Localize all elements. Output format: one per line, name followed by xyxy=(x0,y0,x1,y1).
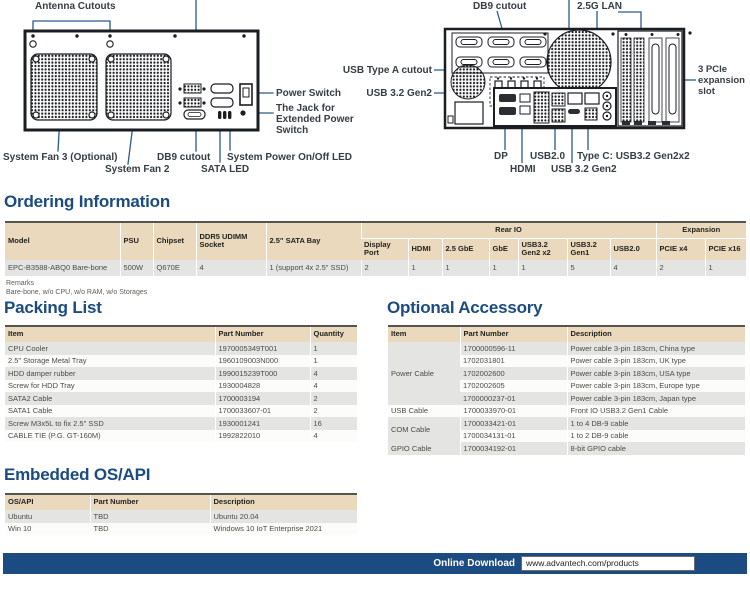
rear-io-shield xyxy=(494,88,616,126)
os-header-row xyxy=(5,494,357,510)
cell: Q670E xyxy=(153,260,196,276)
cell: 2 xyxy=(656,260,705,276)
cell: 1700003194 xyxy=(215,392,310,405)
online-download-bar xyxy=(3,553,747,574)
cell: Front IO USB3.2 Gen1 Cable xyxy=(567,405,745,418)
cell: 1930004828 xyxy=(215,380,310,393)
ordering-table xyxy=(5,221,746,276)
usb-cutout-icon xyxy=(184,84,201,93)
label-usb-type-a-cutout: USB Type A cutout xyxy=(342,65,432,76)
cell: 1 xyxy=(310,342,357,355)
col-header: OS/API xyxy=(5,494,90,510)
cell: Screw M3x5L to fix 2.5" SSD xyxy=(5,417,215,430)
col-header: 2.5" SATA Bay xyxy=(266,222,361,260)
cell: 1 to 2 DB-9 cable xyxy=(567,430,745,443)
table-row xyxy=(388,405,745,418)
dp-port-icon xyxy=(499,94,516,102)
col-header: USB3.2 Gen1 xyxy=(567,239,610,260)
col-header: HDMI xyxy=(408,239,442,260)
remarks-text: Bare-bone, w/o CPU, w/o RAM, w/o Storages xyxy=(6,289,148,296)
table-row xyxy=(5,260,746,276)
label-typec: Type C: USB3.2 Gen2x2 xyxy=(577,151,690,162)
power-led-icon xyxy=(228,111,231,119)
table-row xyxy=(5,523,357,536)
label-db9-cutout-front: DB9 cutout xyxy=(157,152,211,163)
col-header: Quantity xyxy=(310,326,357,342)
cell: 1 xyxy=(489,260,518,276)
cell: 2 xyxy=(361,260,408,276)
cell: 4 xyxy=(196,260,266,276)
cell: 1700033970-01 xyxy=(460,405,567,418)
cell: Ubuntu 20.04 xyxy=(210,510,357,523)
group-header-rear-io: Rear IO xyxy=(361,222,656,239)
col-header: Item xyxy=(388,326,460,342)
oval-cutout-icon xyxy=(211,98,233,107)
usb32-port-icon xyxy=(552,109,565,122)
cell: EPC-B3588-ABQ0 Bare-bone xyxy=(5,260,120,276)
small-tab xyxy=(448,116,453,123)
cell: 4 xyxy=(310,367,357,380)
cell: 1992822010 xyxy=(215,430,310,443)
ordering-remarks xyxy=(6,279,147,297)
cell: 1702002600 xyxy=(460,367,567,380)
cell: Win 10 xyxy=(5,523,90,536)
cell: 1700000596-11 xyxy=(460,342,567,355)
label-usb32-gen2-bottom: USB 3.2 Gen2 xyxy=(551,164,617,175)
label-dp: DP xyxy=(494,151,508,162)
oval-cutout-icon xyxy=(211,84,233,93)
col-header: USB3.2 Gen2 x2 xyxy=(518,239,567,260)
usb-cutout-icon xyxy=(184,98,201,107)
cell: 1 to 4 DB-9 cable xyxy=(567,417,745,430)
cell: 1930001241 xyxy=(215,417,310,430)
ordering-heading: Ordering Information xyxy=(4,192,171,211)
antenna-hole-icon xyxy=(107,41,113,47)
label-usb32-gen2-left: USB 3.2 Gen2 xyxy=(366,88,432,99)
sata-led-icon xyxy=(218,111,221,119)
cell: 1700034192-01 xyxy=(460,442,567,455)
col-header: Part Number xyxy=(215,326,310,342)
usb32-port-icon xyxy=(552,93,565,106)
cell: 2 xyxy=(310,405,357,418)
cell: 500W xyxy=(120,260,153,276)
cell: HDD damper rubber xyxy=(5,367,215,380)
cell: 1700000237-01 xyxy=(460,392,567,405)
cell: 2.5" Storage Metal Tray xyxy=(5,355,215,368)
power-inlet-icon xyxy=(455,102,483,124)
optional-header-row xyxy=(388,326,745,342)
cell: 2 xyxy=(310,392,357,405)
cell: Power Cable xyxy=(388,342,460,405)
typec-port-icon xyxy=(568,109,580,114)
col-header: 2.5 GbE xyxy=(442,239,489,260)
ordering-group-header-row xyxy=(5,222,746,239)
label-hdmi: HDMI xyxy=(510,164,536,175)
cell: Screw for HDD Tray xyxy=(5,380,215,393)
cell: 1702002605 xyxy=(460,380,567,393)
table-row xyxy=(5,392,357,405)
usb32-port-icon xyxy=(585,108,597,120)
table-row xyxy=(388,442,745,455)
pcie-card-icon xyxy=(634,38,644,122)
front-panel-diagram xyxy=(3,0,354,175)
col-header: Part Number xyxy=(90,494,210,510)
cell: Power cable 3-pin 183cm, Japan type xyxy=(567,392,745,405)
label-system-fan3: System Fan 3 (Optional) xyxy=(3,152,118,163)
cell: SATA2 Cable xyxy=(5,392,215,405)
col-header: Model xyxy=(5,222,120,260)
cell: USB Cable xyxy=(388,405,460,418)
cell: 1702031801 xyxy=(460,355,567,368)
table-row xyxy=(5,430,357,443)
cell: COM Cable xyxy=(388,417,460,442)
label-usb20: USB2.0 xyxy=(530,151,566,162)
col-header: Part Number xyxy=(460,326,567,342)
cell: 1990015239T000 xyxy=(215,367,310,380)
fan-grille-icon xyxy=(106,54,171,120)
extended-power-jack-icon xyxy=(240,110,245,115)
group-header-expansion: Expansion xyxy=(656,222,746,239)
cell: 1700033607-01 xyxy=(215,405,310,418)
packing-header-row xyxy=(5,326,357,342)
optional-accessory-heading: Optional Accessory xyxy=(387,298,543,317)
label-system-fan2: System Fan 2 xyxy=(105,164,170,175)
col-header: DDR5 UDIMM Socket xyxy=(196,222,266,260)
embedded-os-table xyxy=(5,493,357,535)
label-jack-line3: Switch xyxy=(276,125,309,136)
table-row xyxy=(388,342,745,355)
hdmi-port-icon xyxy=(499,107,516,115)
label-power-onoff-led: System Power On/Off LED xyxy=(227,152,353,163)
cell: 1 (support 4x 2.5" SSD) xyxy=(266,260,361,276)
embedded-os-heading: Embedded OS/API xyxy=(4,465,151,484)
label-sata-led: SATA LED xyxy=(201,164,250,175)
cell: 1960109003N000 xyxy=(215,355,310,368)
cell: Ubuntu xyxy=(5,510,90,523)
label-antenna-cutouts: Antenna Cutouts xyxy=(35,1,116,12)
pcie-card-icon xyxy=(621,38,631,122)
label-pcie-line1: 3 PCIe xyxy=(698,64,728,75)
cell: CPU Cooler xyxy=(5,342,215,355)
cell: Windows 10 IoT Enterprise 2021 xyxy=(210,523,357,536)
cell: 1 xyxy=(442,260,489,276)
table-row xyxy=(5,380,357,393)
col-header: Item xyxy=(5,326,215,342)
cell: 1700033421-01 xyxy=(460,417,567,430)
packing-list-heading: Packing List xyxy=(4,298,102,317)
cell: 4 xyxy=(310,430,357,443)
cell: Power cable 3-pin 183cm, UK type xyxy=(567,355,745,368)
cell: 1 xyxy=(518,260,567,276)
cell: CABLE TIE (P.G. GT-160M) xyxy=(5,430,215,443)
lan-port-icon xyxy=(568,93,582,104)
label-pcie-line3: slot xyxy=(698,86,715,97)
cell: 16 xyxy=(310,417,357,430)
table-row xyxy=(5,510,357,523)
cell: 4 xyxy=(310,380,357,393)
rear-fan-grille-icon xyxy=(547,30,611,94)
col-header: Display Port xyxy=(361,239,408,260)
pcie-expansion-area xyxy=(618,31,682,126)
knockout-vent-icon xyxy=(451,65,485,99)
remarks-label: Remarks xyxy=(6,280,35,287)
cell: Power cable 3-pin 183cm, Europe type xyxy=(567,380,745,393)
label-jack-line1: The Jack for xyxy=(276,103,335,114)
table-row xyxy=(5,417,357,430)
optional-accessory-table xyxy=(388,325,745,455)
col-header: USB2.0 xyxy=(610,239,656,260)
col-header: PCIE x16 xyxy=(705,239,746,260)
panel-diagrams xyxy=(0,0,750,188)
label-power-switch: Power Switch xyxy=(276,88,342,99)
col-header: PSU xyxy=(120,222,153,260)
cell: TBD xyxy=(90,510,210,523)
col-header: Description xyxy=(567,326,745,342)
antenna-hole-icon xyxy=(30,41,36,47)
cell: 1 xyxy=(408,260,442,276)
table-row xyxy=(5,367,357,380)
rear-panel-diagram xyxy=(343,0,745,175)
fan-grille-icon xyxy=(31,54,97,120)
cell: 8-bit GPIO cable xyxy=(567,442,745,455)
cell: 4 xyxy=(610,260,656,276)
cell: 1 xyxy=(705,260,746,276)
label-pcie-line2: expansion xyxy=(698,75,745,86)
cell: Power cable 3-pin 183cm, USA type xyxy=(567,367,745,380)
col-header: Chipset xyxy=(153,222,196,260)
table-row xyxy=(5,355,357,368)
cell: 1 xyxy=(310,355,357,368)
col-header: GbE xyxy=(489,239,518,260)
label-25g-lan: 2.5G LAN xyxy=(577,1,623,12)
col-header: Description xyxy=(210,494,357,510)
online-download-label: Online Download xyxy=(433,558,515,569)
cell: SATA1 Cable xyxy=(5,405,215,418)
table-row xyxy=(388,417,745,430)
usb20-stack-icon xyxy=(534,92,549,123)
col-header: PCIE x4 xyxy=(656,239,705,260)
table-row xyxy=(5,405,357,418)
download-url[interactable]: www.advantech.com/products xyxy=(521,556,695,571)
cell: TBD xyxy=(90,523,210,536)
cell: 5 xyxy=(567,260,610,276)
table-row xyxy=(5,342,357,355)
cell: Power cable 3-pin 183cm, China type xyxy=(567,342,745,355)
sata-led-icon xyxy=(223,111,226,119)
cell: GPIO Cable xyxy=(388,442,460,455)
cell: 1970005349T001 xyxy=(215,342,310,355)
label-jack-line2: Extended Power xyxy=(276,114,354,125)
packing-list-table xyxy=(5,325,357,442)
lan-port-icon xyxy=(585,93,599,104)
label-db9-cutout-rear: DB9 cutout xyxy=(473,1,527,12)
cell: 1700034131-01 xyxy=(460,430,567,443)
